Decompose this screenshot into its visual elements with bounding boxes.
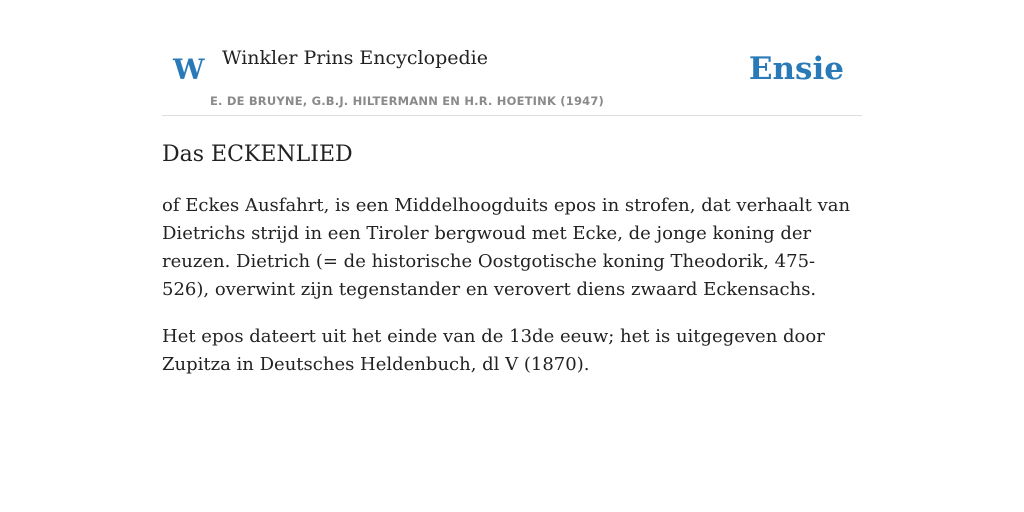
authors-line: E. DE BRUYNE, G.B.J. HILTERMANN EN H.R. HOETINK (1947) bbox=[210, 94, 605, 108]
header bbox=[162, 0, 862, 116]
book-title[interactable]: Winkler Prins Encyclopedie bbox=[222, 47, 488, 69]
encyclopedia-logo[interactable]: W bbox=[173, 53, 205, 86]
article-paragraph: of Eckes Ausfahrt, is een Middelhoogduits epos in strofen, dat verhaalt van Dietrichs strijd in een Tiroler bergwoud met Ecke, de jonge koning der reuzen. Dietrich (= de historische Oostgotische koning Theodorik, 475-526), overwint zijn tegenstander en verovert diens zwaard Eckensachs. bbox=[162, 195, 851, 300]
article-paragraph: Het epos dateert uit het einde van de 13de eeuw; het is uitgegeven door Zupitza in Deutsches Heldenbuch, dl V (1870). bbox=[162, 326, 825, 375]
article-title: Das ECKENLIED bbox=[162, 142, 353, 167]
page bbox=[162, 0, 862, 379]
ensie-logo-link[interactable]: Ensie bbox=[748, 51, 844, 87]
